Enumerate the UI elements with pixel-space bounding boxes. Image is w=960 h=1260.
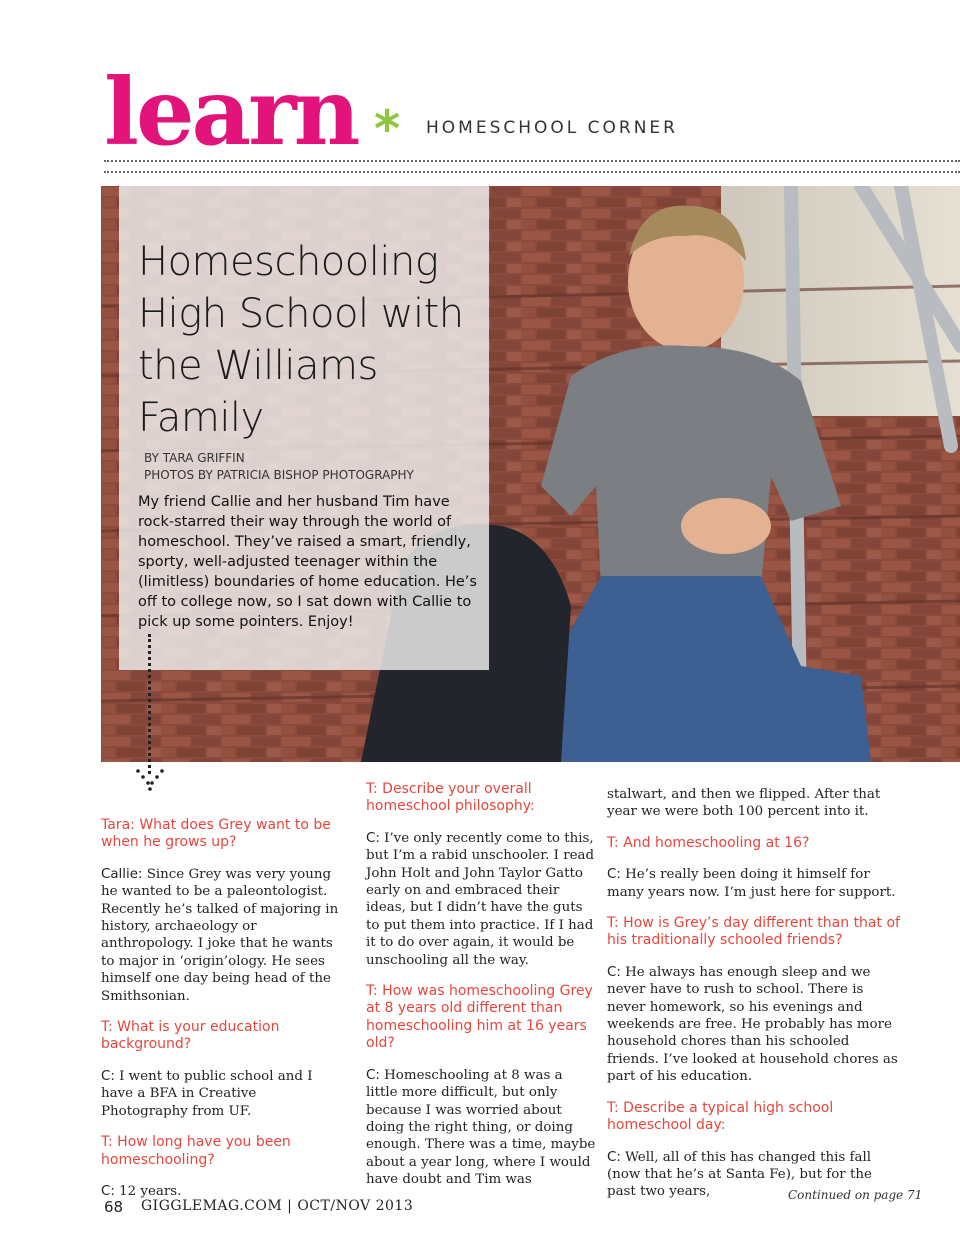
answer-lead: C:: [607, 964, 621, 980]
section-subtitle: HOMESCHOOL CORNER: [426, 118, 678, 138]
answer-lead: C:: [101, 1183, 115, 1199]
answer: [101, 1068, 343, 1120]
dotted-divider-top: [104, 160, 960, 162]
answer-text: Since Grey was very young he wanted to be a paleontologist. Recently he’s talked of majoring in history, archaeology or anthropology. I joke that he wants to major in ‘origin’ology. He sees himself one day being head of the Smithsonian.: [101, 866, 339, 1004]
answer: [101, 866, 343, 1005]
answer-lead: C:: [366, 830, 380, 846]
question: T: How long have you been homeschooling?: [101, 1134, 291, 1168]
column-3: [607, 786, 902, 1215]
column-2: [366, 781, 596, 1203]
answer-text: I went to public school and I have a BFA in Creative Photography from UF.: [101, 1068, 313, 1119]
byline: [144, 450, 414, 484]
answer-text: I’ve only recently come to this, but I’m a rabid unschooler. I read John Holt and John Taylor Gatto early on and embraced their ideas, but I didn’t have the guts to put them into practice. If I had it to do over again, it would be unschooling all the way.: [366, 830, 595, 968]
answer-continued: stalwart, and then we flipped. After that year we were both 100 percent into it.: [607, 787, 881, 820]
question: T: How is Grey’s day different than that of his traditionally schooled friends?: [607, 915, 900, 949]
answer: [366, 830, 596, 969]
answer-text: He always has enough sleep and we never have to rush to school. There is never homework, so his evenings and weekends are free. He probably has more household chores than his schooled friends. I’ve looked at household chores as part of his education.: [607, 964, 898, 1085]
answer-lead: C:: [607, 1149, 621, 1165]
question: T: And homeschooling at 16?: [607, 834, 810, 851]
page-number: 68: [104, 1198, 124, 1216]
question: T: Describe a typical high school homeschool day:: [607, 1099, 834, 1134]
dotted-divider-bottom: [104, 171, 960, 173]
answer-lead: C:: [101, 1068, 115, 1084]
question: T: What is your education background?: [101, 1019, 280, 1053]
answer-text: He’s really been doing it himself for many years now. I’m just here for support.: [607, 867, 896, 900]
continued-note: Continued on page 71: [788, 1188, 923, 1202]
question: T: Describe your overall homeschool philosophy:: [366, 781, 535, 815]
column-1: [101, 817, 343, 1214]
question: T: How was homeschooling Grey at 8 years old different than homeschooling him at 16 years old?: [366, 983, 593, 1052]
article-intro: My friend Callie and her husband Tim have rock-starred their way through the world of homeschool. They’ve raised a smart, friendly, sporty, well-adjusted teenager within the (limitless) boundaries of home education. He’s off to college now, so I sat down with Callie to pick up some pointers. Enjoy!: [138, 494, 477, 630]
answer: [366, 1067, 596, 1189]
arrow-down-icon: [135, 768, 165, 796]
answer-lead: C:: [366, 1067, 380, 1083]
answer: [607, 866, 902, 901]
photo-credit: PHOTOS BY PATRICIA BISHOP PHOTOGRAPHY: [144, 468, 414, 482]
dotted-arrow-line: [148, 634, 151, 774]
question: Tara: What does Grey want to be when he grows up?: [101, 817, 331, 851]
publication-info: GIGGLEMAG.COM | OCT/NOV 2013: [141, 1198, 414, 1214]
asterisk-icon: *: [374, 100, 401, 158]
answer-text: Well, all of this has changed this fall (now that he’s at Santa Fe), but for the past two years,: [607, 1149, 872, 1200]
answer-lead: C:: [607, 867, 621, 883]
answer-text: Homeschooling at 8 was a little more difficult, but only because I was worried about doing the right thing, or doing enough. There was a time, maybe about a year long, where I would have doubt and Tim was: [366, 1067, 596, 1188]
answer-text: 12 years.: [114, 1183, 182, 1199]
section-title: learn: [104, 58, 358, 166]
article-title: Homeschooling High School with the Williams Family: [138, 239, 464, 441]
author-credit: BY TARA GRIFFIN: [144, 451, 245, 465]
answer: [607, 964, 902, 1086]
answer-lead: Callie:: [101, 866, 143, 882]
